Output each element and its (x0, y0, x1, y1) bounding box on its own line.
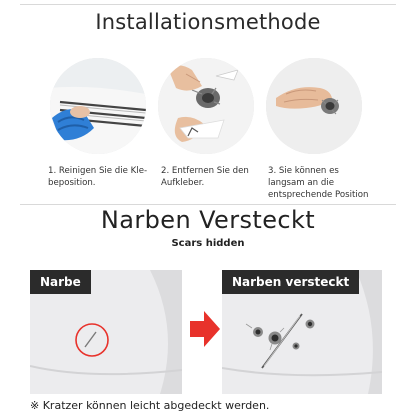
step-2-text: 2. Entfernen Sie den Aufkleber. (161, 166, 249, 188)
top-divider (20, 4, 396, 5)
section-divider (20, 204, 396, 205)
arrow-right-icon (190, 311, 220, 347)
step-1-text: 1. Reinigen Sie die Kle- beposition. (48, 166, 148, 188)
before-label: Narbe (30, 270, 91, 294)
installation-title: Installationsmethode (95, 10, 321, 34)
step-3-text: 3. Sie können es langsam an die entsprechende Position (268, 166, 369, 200)
after-panel (222, 270, 382, 394)
scars-subline: Scars hidden (171, 238, 245, 249)
step-2-image (158, 58, 254, 154)
before-panel (30, 270, 182, 394)
after-label: Narben versteckt (222, 270, 359, 294)
step-1-image (50, 58, 146, 154)
step-3-image (266, 58, 362, 154)
scars-headline: Narben Versteckt (100, 206, 316, 234)
footnote: ※ Kratzer können leicht abgedeckt werden. (30, 399, 270, 412)
